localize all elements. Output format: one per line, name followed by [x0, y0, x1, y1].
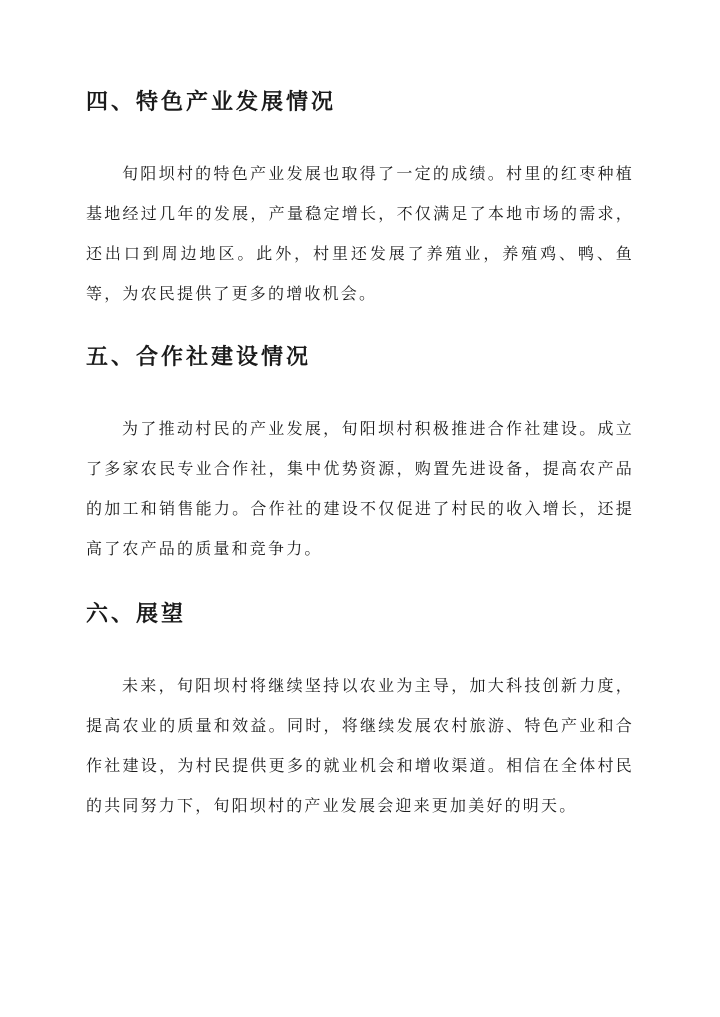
section-paragraph: 为了推动村民的产业发展，旬阳坝村积极推进合作社建设。成立了多家农民专业合作社，集中优势资源，购置先进设备，提高农产品的加工和销售能力。合作社的建设不仅促进了村民的收入增长，还提高了农产品的质量和竞争力。 — [86, 419, 634, 558]
section-body — [86, 666, 634, 826]
section-body — [86, 154, 634, 314]
section-outlook — [86, 600, 634, 826]
section-paragraph: 未来，旬阳坝村将继续坚持以农业为主导，加大科技创新力度，提高农业的质量和效益。同时，将继续发展农村旅游、特色产业和合作社建设，为村民提供更多的就业机会和增收渠道。相信在全体村民的共同努力下，旬阳坝村的产业发展会迎来更加美好的明天。 — [86, 676, 634, 815]
section-body — [86, 409, 634, 569]
section-paragraph: 旬阳坝村的特色产业发展也取得了一定的成绩。村里的红枣种植基地经过几年的发展，产量稳定增长，不仅满足了本地市场的需求，还出口到周边地区。此外，村里还发展了养殖业，养殖鸡、鸭、鱼等，为农民提供了更多的增收机会。 — [86, 164, 634, 303]
section-heading: 四、特色产业发展情况 — [86, 89, 337, 115]
section-heading: 六、展望 — [86, 601, 187, 627]
section-cooperative — [86, 343, 634, 569]
section-specialty-industry — [86, 88, 634, 314]
section-heading: 五、合作社建设情况 — [86, 344, 312, 370]
